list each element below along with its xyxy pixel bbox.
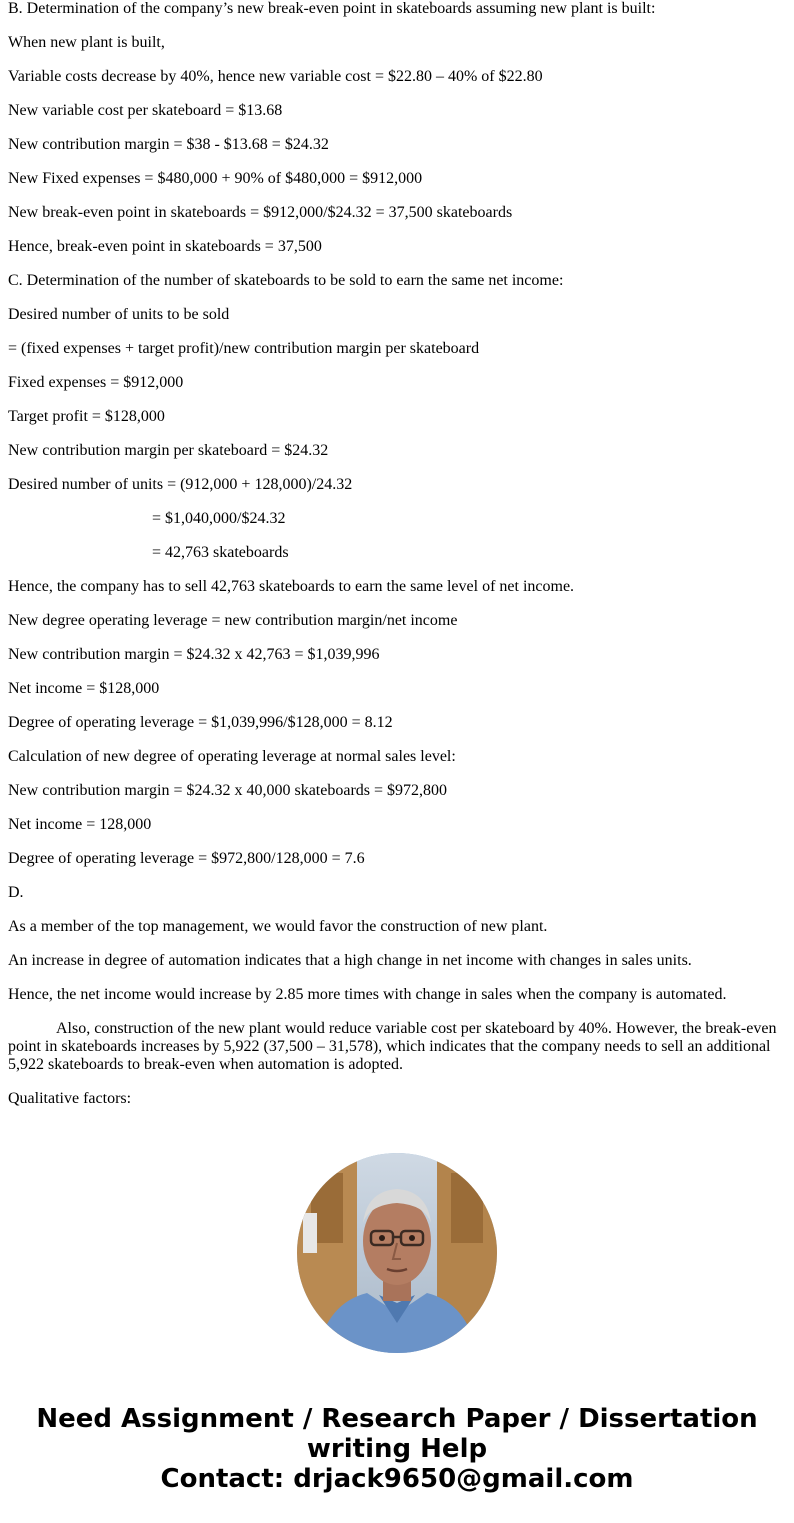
text-line: New contribution margin = $24.32 x 40,000 skateboards = $972,800 — [8, 782, 448, 799]
promo-contact-email[interactable]: Contact: drjack9650@gmail.com — [160, 1464, 634, 1494]
indented-paragraph: Also, construction of the new plant would reduce variable cost per skateboard by 40%. However, the break-even point in skateboards increases by 5,922 (37,500 – 31,578), which indicates that the company needs to sell an additional 5,922 skateboards to break-even when automation is adopted. — [8, 1020, 777, 1073]
text-line: Hence, break-even point in skateboards = 37,500 — [8, 238, 322, 255]
qualitative-factors-label: Qualitative factors: — [8, 1090, 132, 1107]
section-b-heading: B. Determination of the company’s new break-even point in skateboards assuming new plant is built: — [8, 0, 656, 17]
text-line: Degree of operating leverage = $1,039,996/$128,000 = 8.12 — [8, 714, 393, 731]
text-line: Target profit = $128,000 — [8, 408, 165, 425]
text-line: Net income = 128,000 — [8, 816, 152, 833]
text-line: Desired number of units to be sold — [8, 306, 230, 323]
text-line: Desired number of units = (912,000 + 128,000)/24.32 — [8, 476, 353, 493]
text-line: When new plant is built, — [8, 34, 165, 51]
text-line: New variable cost per skateboard = $13.68 — [8, 102, 283, 119]
text-line: New degree operating leverage = new contribution margin/net income — [8, 612, 458, 629]
avatar-portrait-icon — [297, 1153, 497, 1353]
text-line: Fixed expenses = $912,000 — [8, 374, 184, 391]
equation-line: = $1,040,000/$24.32 — [152, 510, 286, 527]
section-d-heading: D. — [8, 884, 24, 901]
solution-document — [8, 0, 786, 1124]
text-line: Hence, the company has to sell 42,763 skateboards to earn the same level of net income. — [8, 578, 575, 595]
text-line: New Fixed expenses = $480,000 + 90% of $480,000 = $912,000 — [8, 170, 423, 187]
text-line: Net income = $128,000 — [8, 680, 160, 697]
text-line: An increase in degree of automation indicates that a high change in net income with changes in sales units. — [8, 952, 692, 969]
promo-line-2: writing Help — [306, 1434, 488, 1464]
text-line: = (fixed expenses + target profit)/new contribution margin per skateboard — [8, 340, 480, 357]
text-line: Calculation of new degree of operating leverage at normal sales level: — [8, 748, 456, 765]
text-line: New contribution margin = $24.32 x 42,763 = $1,039,996 — [8, 646, 380, 663]
section-c-heading: C. Determination of the number of skateboards to be sold to earn the same net income: — [8, 272, 564, 289]
text-line: Degree of operating leverage = $972,800/128,000 = 7.6 — [8, 850, 365, 867]
author-avatar — [297, 1153, 497, 1353]
equation-line: = 42,763 skateboards — [152, 544, 289, 561]
promo-banner — [0, 1404, 794, 1494]
promo-line-1: Need Assignment / Research Paper / Dissertation — [36, 1404, 758, 1434]
text-line: Hence, the net income would increase by 2.85 more times with change in sales when the company is automated. — [8, 986, 727, 1003]
text-line: As a member of the top management, we would favor the construction of new plant. — [8, 918, 548, 935]
text-line: New contribution margin per skateboard = $24.32 — [8, 442, 329, 459]
text-line: New contribution margin = $38 - $13.68 = $24.32 — [8, 136, 329, 153]
text-line: Variable costs decrease by 40%, hence new variable cost = $22.80 – 40% of $22.80 — [8, 68, 543, 85]
text-line: New break-even point in skateboards = $912,000/$24.32 = 37,500 skateboards — [8, 204, 513, 221]
